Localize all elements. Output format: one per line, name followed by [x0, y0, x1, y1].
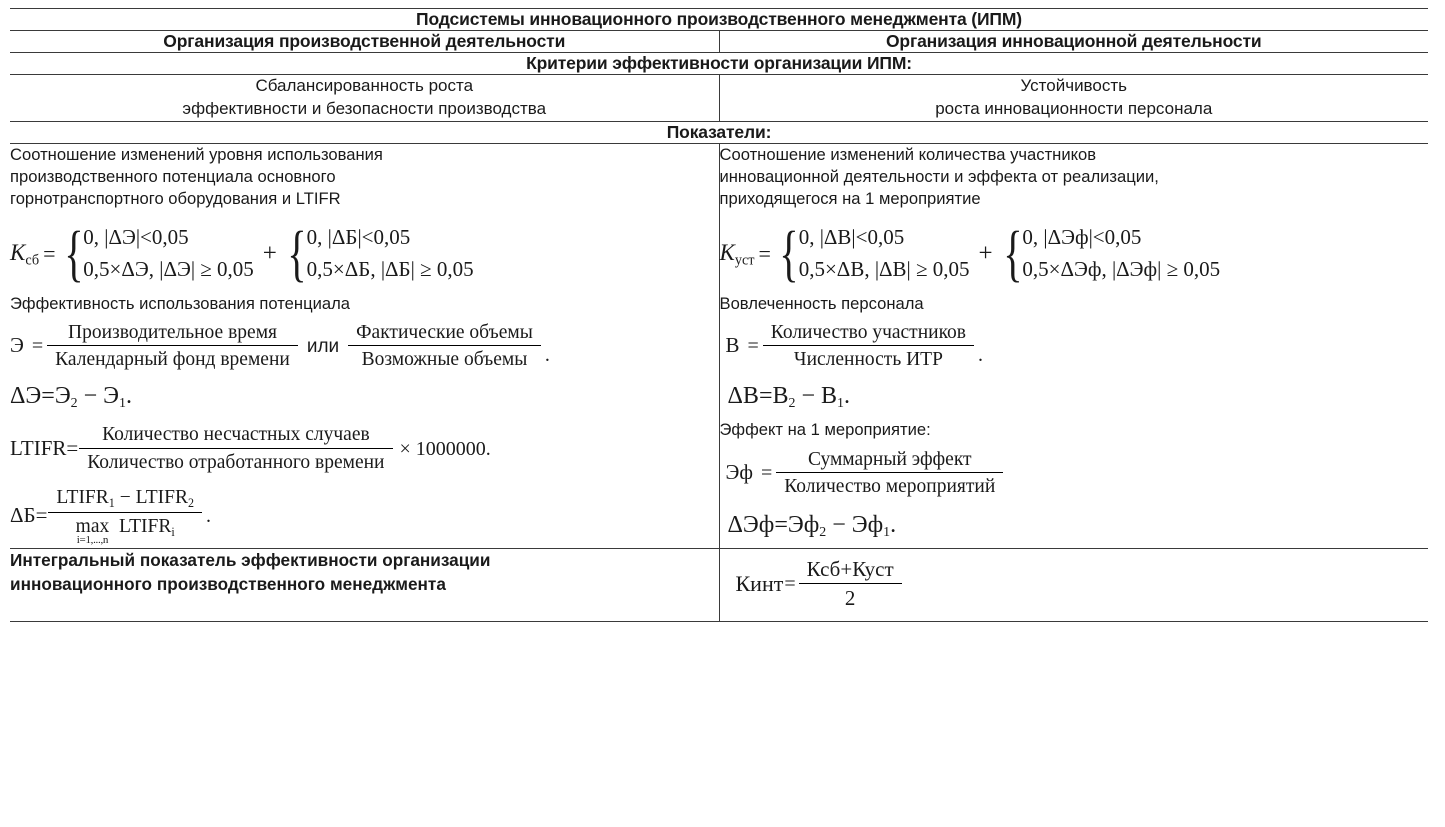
max-operator — [76, 517, 110, 547]
formula-delta-v — [728, 381, 1429, 414]
ef-denominator: Количество мероприятий — [776, 472, 1003, 498]
table-row-integral-indicator — [10, 549, 1428, 622]
kint-denominator: 2 — [799, 583, 902, 611]
kust-block2-case2: 0,5×ΔЭф, |ΔЭф| ≥ 0,05 — [1022, 257, 1221, 282]
max-label: max — [75, 515, 110, 537]
ksb-block2 — [306, 221, 474, 287]
title-banner: Подсистемы инновационного производственного менеджмента (ИПМ) — [10, 9, 1428, 31]
kint-fraction — [799, 557, 902, 611]
delta-e-lhs: ΔЭ=Э — [10, 382, 71, 409]
table-row-indicators-body — [10, 143, 1428, 548]
ksb-block2-case2: 0,5×ΔБ, |ΔБ| ≥ 0,05 — [306, 257, 474, 282]
delta-b-numerator: $LTIFR_1$ − $LTIFR_2$ — [56, 487, 195, 511]
left-brace-icon: { — [63, 219, 84, 288]
kust-symbol: $K_{уст}$ — [719, 239, 755, 269]
ef-lhs: Эф — [725, 459, 753, 484]
e-middle-word: или — [306, 335, 340, 357]
indicators-banner: Показатели: — [10, 121, 1428, 143]
e-numerator-1: Производительное время — [67, 321, 277, 343]
delta-v-sub1: 2 — [788, 395, 796, 411]
formula-kust — [720, 221, 1429, 287]
right-lead-text — [720, 144, 1429, 210]
criteria-cell-right — [719, 75, 1428, 122]
e-denominator-2: Возможные объемы — [348, 345, 541, 371]
v-tail: . — [978, 344, 984, 367]
formula-delta-e — [10, 381, 719, 414]
left-brace-icon-2: { — [287, 219, 307, 288]
formula-ltifr — [10, 423, 719, 474]
delta-ef-sub2: 1 — [883, 525, 891, 541]
left-lead-text — [10, 144, 719, 210]
column-header-right: Организация инновационной деятельности — [719, 31, 1428, 53]
e-tail: . — [544, 344, 550, 367]
indicators-cell-left — [10, 143, 719, 548]
v-equals: = — [747, 335, 759, 358]
formula-delta-ef — [728, 510, 1429, 543]
ksb-operator: + — [262, 240, 277, 268]
delta-v-tail: . — [843, 382, 850, 409]
kint-numerator: Ксб+Куст — [806, 557, 894, 582]
criteria-right-line2: роста инновационности персонала — [935, 98, 1213, 118]
table-row-indicators-banner — [10, 121, 1428, 143]
ltifr-fraction — [79, 423, 392, 474]
delta-ef-minus: − Эф — [826, 512, 884, 539]
e-fraction-2 — [348, 321, 541, 372]
integral-label-line1: Интегральный показатель эффективности организации — [10, 550, 491, 571]
ksb-block2-case1: 0, |ΔБ|<0,05 — [306, 224, 411, 249]
ltifr-denominator: Количество отработанного времени — [79, 448, 392, 474]
indicators-cell-right — [719, 143, 1428, 548]
kint-equals: = — [784, 572, 796, 595]
ef-fraction — [776, 448, 1003, 499]
criteria-left-line1: Сбалансированность роста — [255, 76, 474, 95]
formula-delta-b — [10, 486, 719, 546]
table-row-title — [10, 9, 1428, 31]
kust-block1-case1: 0, |ΔВ|<0,05 — [798, 224, 905, 249]
formula-e — [10, 321, 719, 372]
table-row-criteria — [10, 75, 1428, 122]
e-fraction-1 — [47, 321, 298, 372]
delta-e-sub2: 1 — [119, 395, 126, 411]
ipm-subsystems-table — [10, 8, 1428, 622]
ksb-equals: = — [43, 241, 56, 267]
ksb-block1-case2: 0,5×ΔЭ, |ΔЭ| ≥ 0,05 — [83, 257, 254, 282]
left-brace-icon-3: { — [779, 219, 799, 288]
delta-v-minus: − В — [795, 382, 837, 409]
formula-v — [726, 321, 1429, 372]
left-lead-line2: производственного потенциала основного — [10, 166, 336, 186]
kust-operator: + — [978, 240, 993, 268]
delta-ef-tail: . — [890, 512, 897, 539]
delta-b-fraction — [48, 486, 202, 546]
v-fraction — [763, 321, 974, 372]
v-lhs: В — [725, 333, 740, 358]
delta-e-minus: − Э — [77, 382, 119, 409]
delta-b-tail: . — [206, 504, 212, 527]
criteria-banner: Критерии эффективности организации ИПМ: — [10, 53, 1428, 75]
right-lead-line1: Соотношение изменений количества участников — [719, 144, 1097, 164]
ksb-block1-case1: 0, |ΔЭ|<0,05 — [83, 224, 189, 249]
kust-block1 — [798, 221, 970, 287]
right-caption-effect: Эффект на 1 мероприятие: — [719, 420, 931, 440]
right-lead-line3: приходящегося на 1 мероприятие — [719, 189, 981, 208]
delta-b-den-term: $LTIFR_i$ — [119, 515, 175, 539]
formula-ksb — [10, 221, 719, 287]
delta-ef-sub1: 2 — [819, 525, 827, 541]
left-lead-line1: Соотношение изменений уровня использования — [10, 144, 383, 164]
table-row-column-headers — [10, 31, 1428, 53]
column-header-left: Организация производственной деятельности — [10, 31, 719, 53]
delta-v-lhs: ΔВ=В — [727, 382, 789, 409]
formula-kint — [736, 557, 1419, 611]
left-brace-icon-4: { — [1002, 219, 1023, 288]
max-index-range: i=1,...,n — [76, 534, 109, 547]
formula-ef — [726, 448, 1429, 499]
delta-b-lhs: ΔБ= — [10, 503, 48, 528]
delta-ef-lhs: ΔЭф=Эф — [727, 512, 820, 539]
criteria-left-line2: эффективности и безопасности производства — [182, 98, 547, 118]
right-caption-involvement: Вовлеченность персонала — [719, 293, 924, 313]
criteria-right-line1: Устойчивость — [1020, 76, 1127, 95]
right-lead-line2: инновационной деятельности и эффекта от реализации, — [719, 166, 1159, 186]
table-row-criteria-banner — [10, 53, 1428, 75]
ksb-block1 — [82, 221, 254, 287]
kust-block2-case1: 0, |ΔЭф|<0,05 — [1022, 224, 1142, 249]
e-equals: = — [31, 335, 44, 358]
kust-block1-case2: 0,5×ΔВ, |ΔВ| ≥ 0,05 — [798, 257, 970, 282]
kust-block2 — [1021, 221, 1220, 287]
v-numerator: Количество участников — [770, 321, 967, 343]
left-caption-potential: Эффективность использования потенциала — [10, 293, 350, 313]
e-denominator-1: Календарный фонд времени — [47, 345, 298, 371]
criteria-cell-left — [10, 75, 719, 122]
ltifr-multiplier: × 1000000. — [399, 437, 491, 460]
integral-formula-cell — [719, 549, 1428, 622]
integral-label-cell — [10, 549, 719, 622]
v-denominator: Численность ИТР — [763, 345, 974, 371]
ltifr-lhs: LTIFR= — [10, 435, 79, 460]
kint-lhs: Кинт — [735, 571, 784, 597]
e-lhs: Э — [10, 333, 24, 358]
delta-v-sub2: 1 — [836, 395, 844, 411]
ef-equals: = — [760, 461, 773, 484]
ltifr-numerator: Количество несчастных случаев — [102, 424, 370, 446]
ef-numerator: Суммарный эффект — [807, 448, 972, 470]
delta-e-sub1: 2 — [70, 395, 78, 411]
ksb-symbol: $K_{сб}$ — [10, 239, 40, 269]
kust-equals: = — [758, 241, 771, 267]
delta-e-tail: . — [125, 382, 132, 409]
delta-b-denominator — [48, 512, 202, 547]
integral-label-line2: инновационного производственного менеджмента — [10, 573, 446, 594]
left-lead-line3: горнотранспортного оборудования и LTIFR — [10, 189, 341, 208]
e-numerator-2: Фактические объемы — [356, 321, 533, 343]
